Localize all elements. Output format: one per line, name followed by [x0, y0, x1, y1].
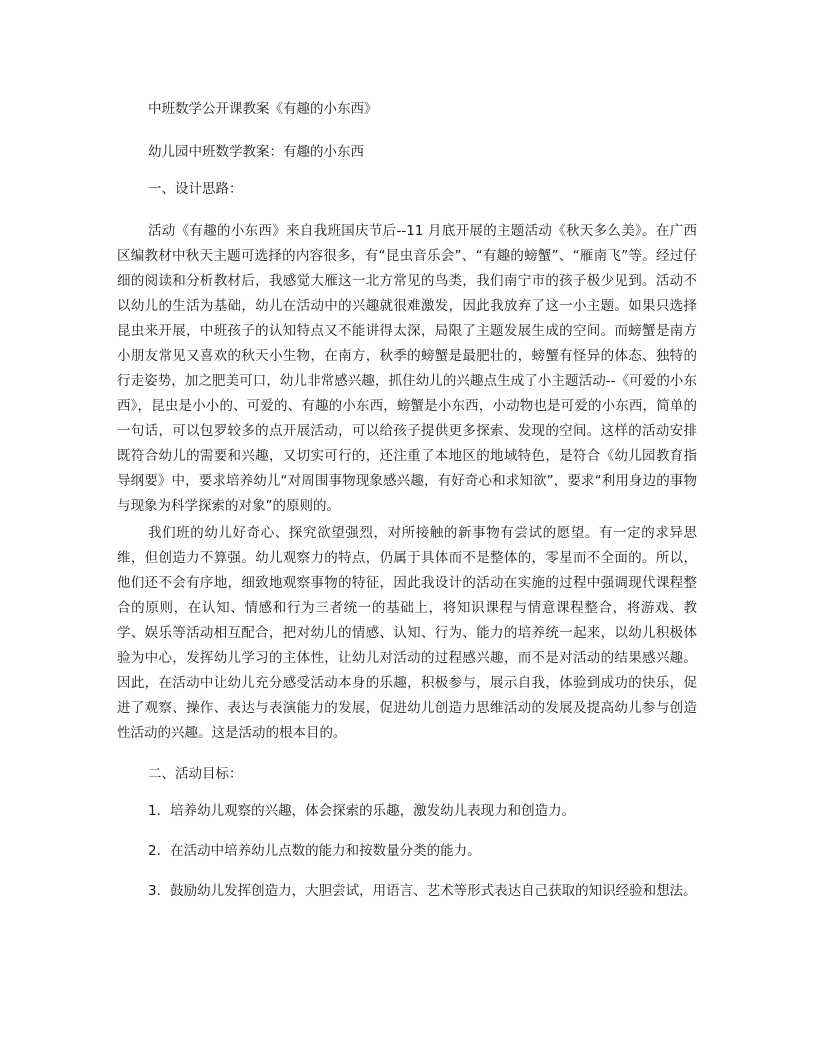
section-heading-goals: 二、活动目标：	[148, 766, 243, 782]
goal-item-3: 3．鼓励幼儿发挥创造力，大胆尝试，用语言、艺术等形式表达自己获取的知识经验和想法。	[148, 883, 697, 899]
paragraph-class-analysis: 我们班的幼儿好奇心、探究欲望强烈，对所接触的新事物有尝试的愿望。有一定的求异思维，但创造力不算强。幼儿观察力的特点，仍属于具体而不是整体的，零星而不全面的。所以，他们还不会有序地，细致地观察事物的特征，因此我设计的活动在实施的过程中强调现代课程整合的原则，在认知、情感和行为三者统一的基础上，将知识课程与情意课程整合，将游戏、教学、娱乐等活动相互配合，把对幼儿的情感、认知、行为、能力的培养统一起来，以幼儿积极体验为中心，发挥幼儿学习的主体性，让幼儿对活动的过程感兴趣，而不是对活动的结果感兴趣。因此，在活动中让幼儿充分感受活动本身的乐趣，积极参与，展示自我，体验到成功的快乐，促进了观察、操作、表达与表演能力的发展，促进幼儿创造力思维活动的发展及提高幼儿参与创造性活动的兴趣。这是活动的根本目的。	[117, 525, 697, 741]
goal-item-2: 2．在活动中培养幼儿点数的能力和按数量分类的能力。	[148, 843, 481, 859]
goal-item-1: 1．培养幼儿观察的兴趣，体会探索的乐趣，激发幼儿表现力和创造力。	[148, 803, 576, 819]
document-subtitle: 幼儿园中班数学教案：有趣的小东西	[148, 144, 364, 160]
section-heading-design: 一、设计思路：	[148, 181, 243, 197]
paragraph-design-rationale: 活动《有趣的小东西》来自我班国庆节后--11 月底开展的主题活动《秋天多么美》。在广西区编教材中秋天主题可选择的内容很多，有“昆虫音乐会”、“有趣的螃蟹”、“雁南飞”等。经过仔细的阅读和分析教材后，我感觉大雁这一北方常见的鸟类，我们南宁市的孩子极少见到。活动不以幼儿的生活为基础，幼儿在活动中的兴趣就很难激发，因此我放弃了这一小主题。如果只选择昆虫来开展，中班孩子的认知特点又不能讲得太深，局限了主题发展生成的空间。而螃蟹是南方小朋友常见又喜欢的秋天小生物，在南方，秋季的螃蟹是最肥壮的，螃蟹有怪异的体态、独特的行走姿势，加之肥美可口，幼儿非常感兴趣，抓住幼儿的兴趣点生成了小主题活动--《可爱的小东西》，昆虫是小小的、可爱的、有趣的小东西，螃蟹是小东西，小动物也是可爱的小东西，简单的一句话，可以包罗较多的点开展活动，可以给孩子提供更多探索、发现的空间。这样的活动安排既符合幼儿的需要和兴趣，又切实可行的，还注重了本地区的地域特色，是符合《幼儿园教育指导纲要》中，要求培养幼儿“对周围事物现象感兴趣，有好奇心和求知欲”，要求“利用身边的事物与现象为科学探索的对象”的原则的。	[117, 223, 697, 514]
document-title: 中班数学公开课教案《有趣的小东西》	[148, 101, 378, 117]
